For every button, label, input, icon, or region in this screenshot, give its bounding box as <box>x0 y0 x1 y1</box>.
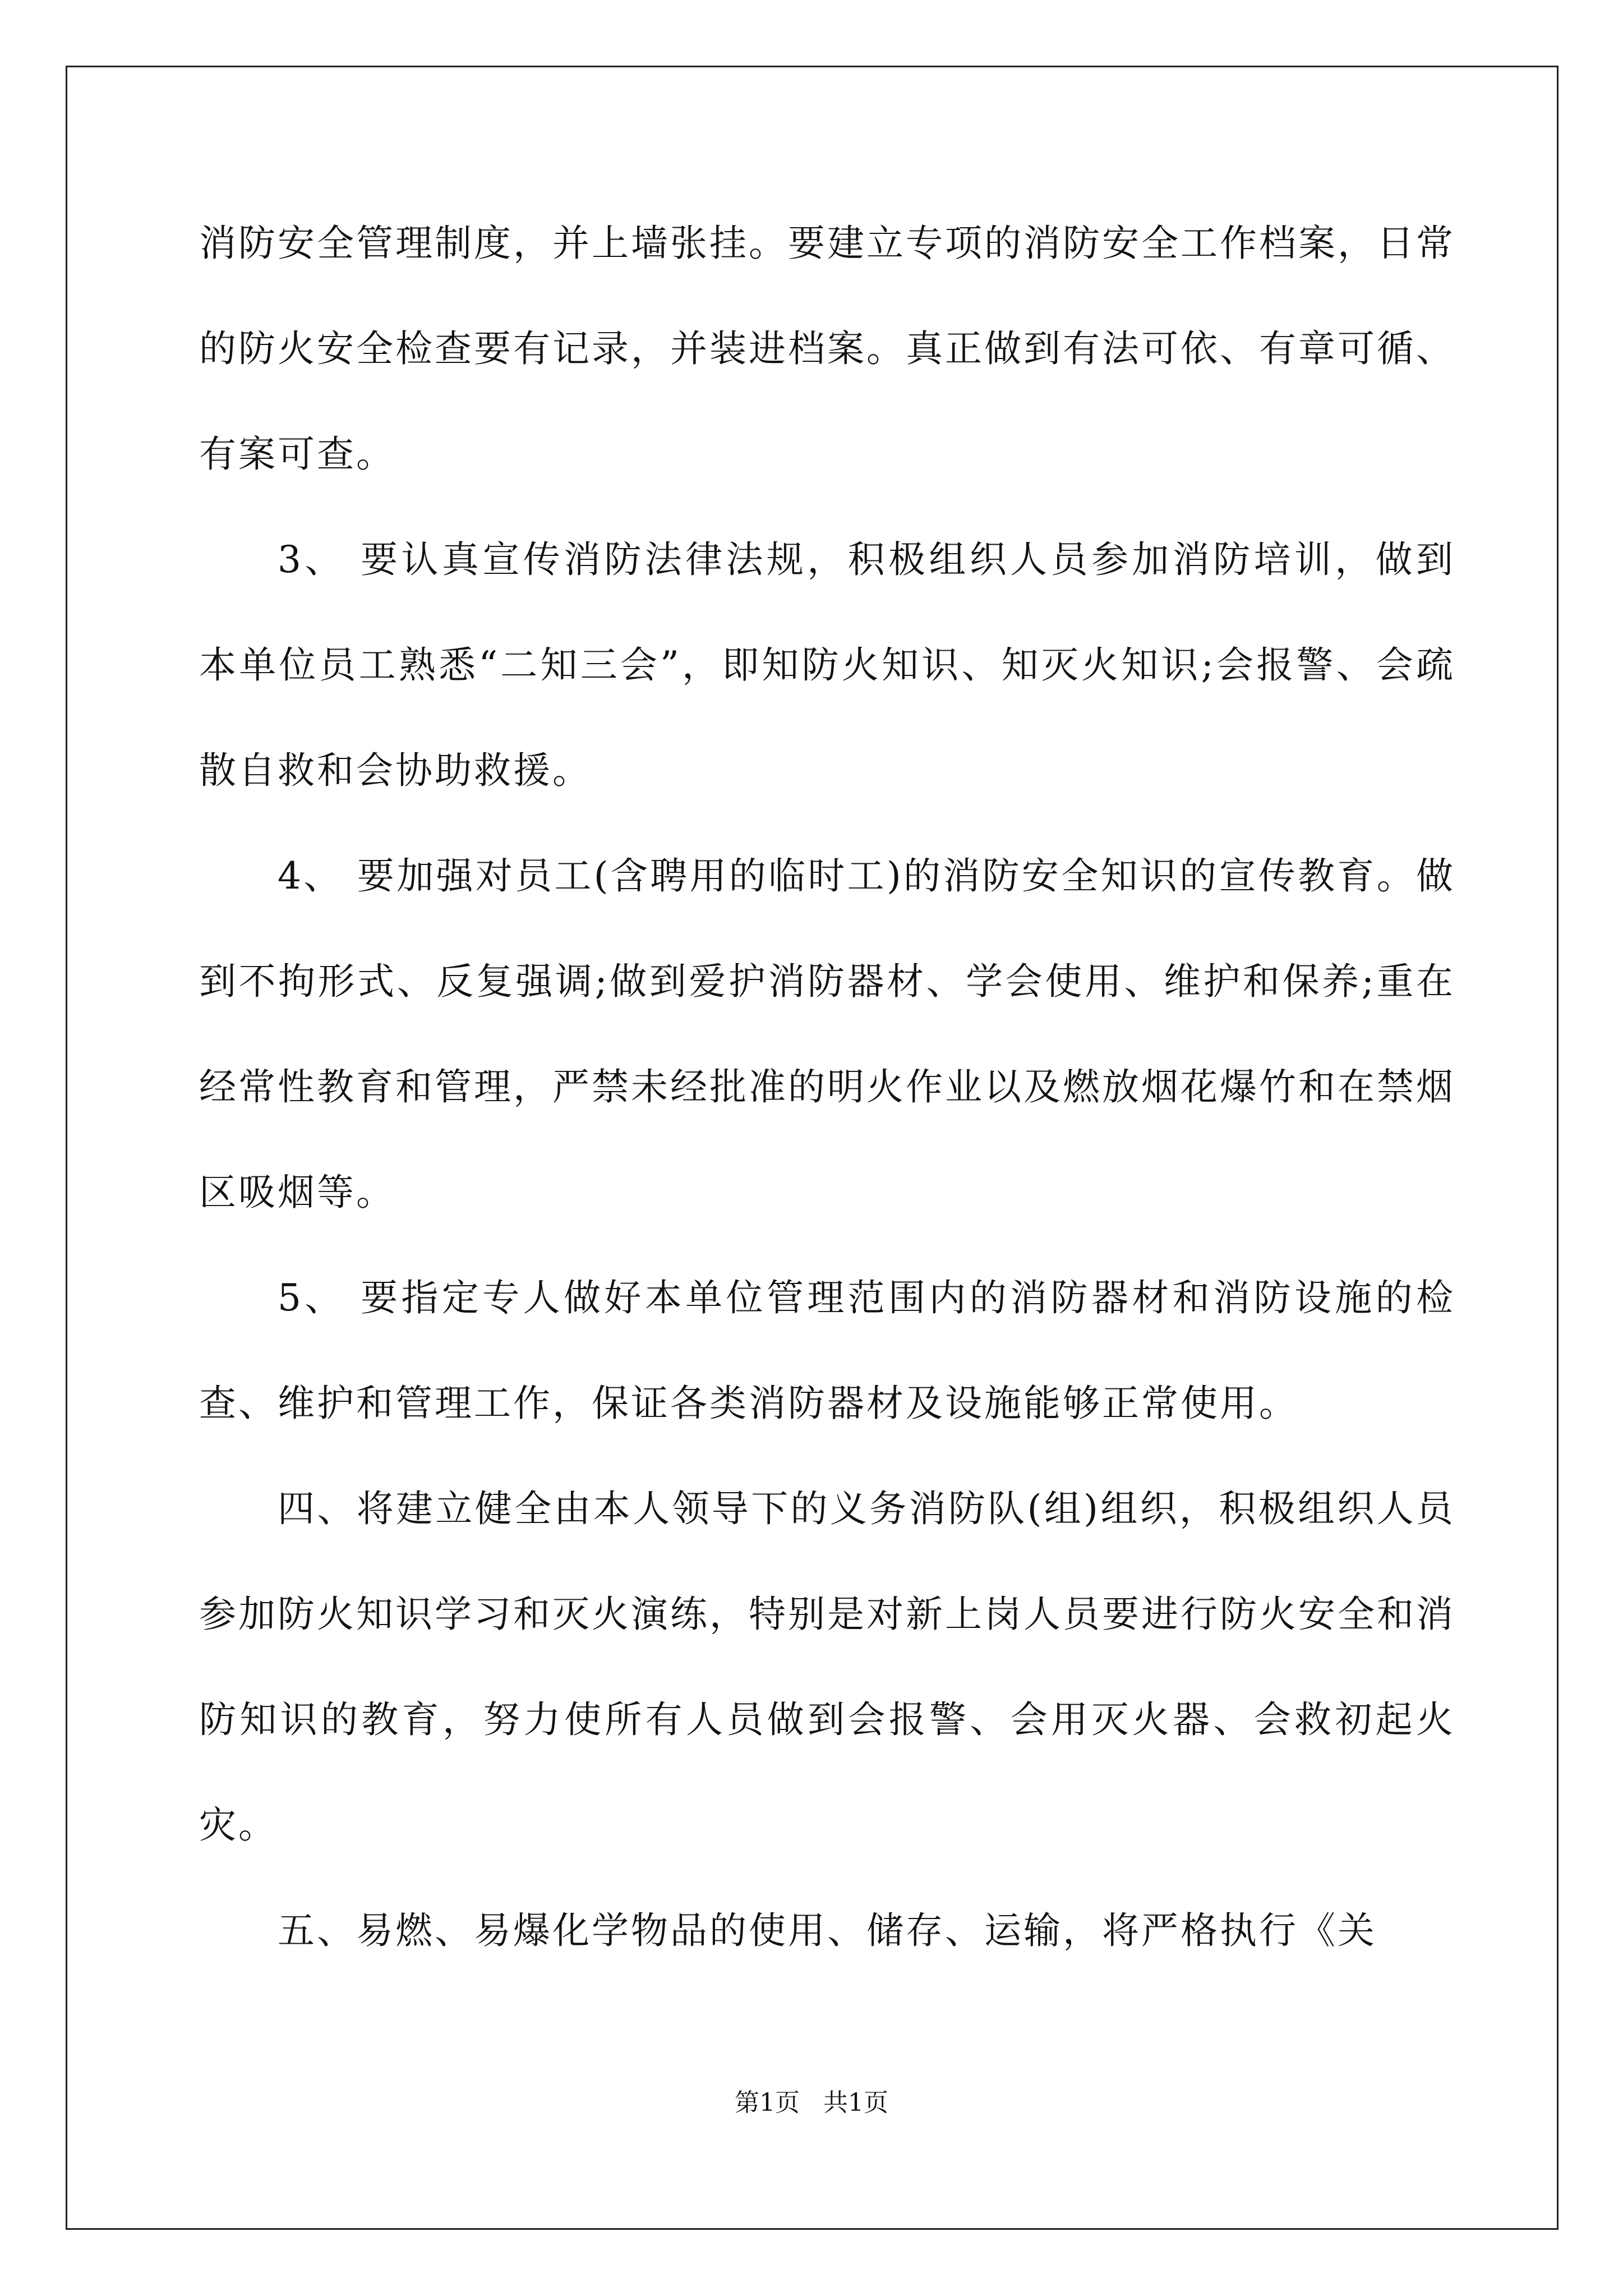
paragraph-item-3: 3、 要认真宣传消防法律法规，积极组织人员参加消防培训，做到本单位员工熟悉“二知三会”，即知防火知识、知灭火知识;会报警、会疏散自救和会协助救援。 <box>199 538 1455 792</box>
paragraph-item-5: 5、 要指定专人做好本单位管理范围内的消防器材和消防设施的检查、维护和管理工作，保证各类消防器材及设施能够正常使用。 <box>199 1276 1455 1425</box>
paragraph-section-4: 四、将建立健全由本人领导下的义务消防队(组)组织，积极组织人员参加防火知识学习和灭火演练，特别是对新上岗人员要进行防火安全和消防知识的教育，努力使所有人员做到会报警、会用灭火器、会救初起火灾。 <box>199 1487 1455 1847</box>
document-body <box>199 191 1455 1984</box>
paragraph-section-5: 五、易燃、易爆化学物品的使用、储存、运输，将严格执行《关 <box>278 1909 1377 1952</box>
paragraph-item-4: 4、 要加强对员工(含聘用的临时工)的消防安全知识的宣传教育。做到不拘形式、反复强调;做到爱护消防器材、学会使用、维护和保养;重在经常性教育和管理，严禁未经批准的明火作业以及燃放烟花爆竹和在禁烟区吸烟等。 <box>199 854 1455 1214</box>
paragraph-records-continuation: 消防安全管理制度，并上墙张挂。要建立专项的消防安全工作档案，日常的防火安全检查要有记录，并装进档案。真正做到有法可依、有章可循、有案可查。 <box>199 222 1455 476</box>
page-number-footer: 第1页 共1页 <box>735 2088 888 2117</box>
